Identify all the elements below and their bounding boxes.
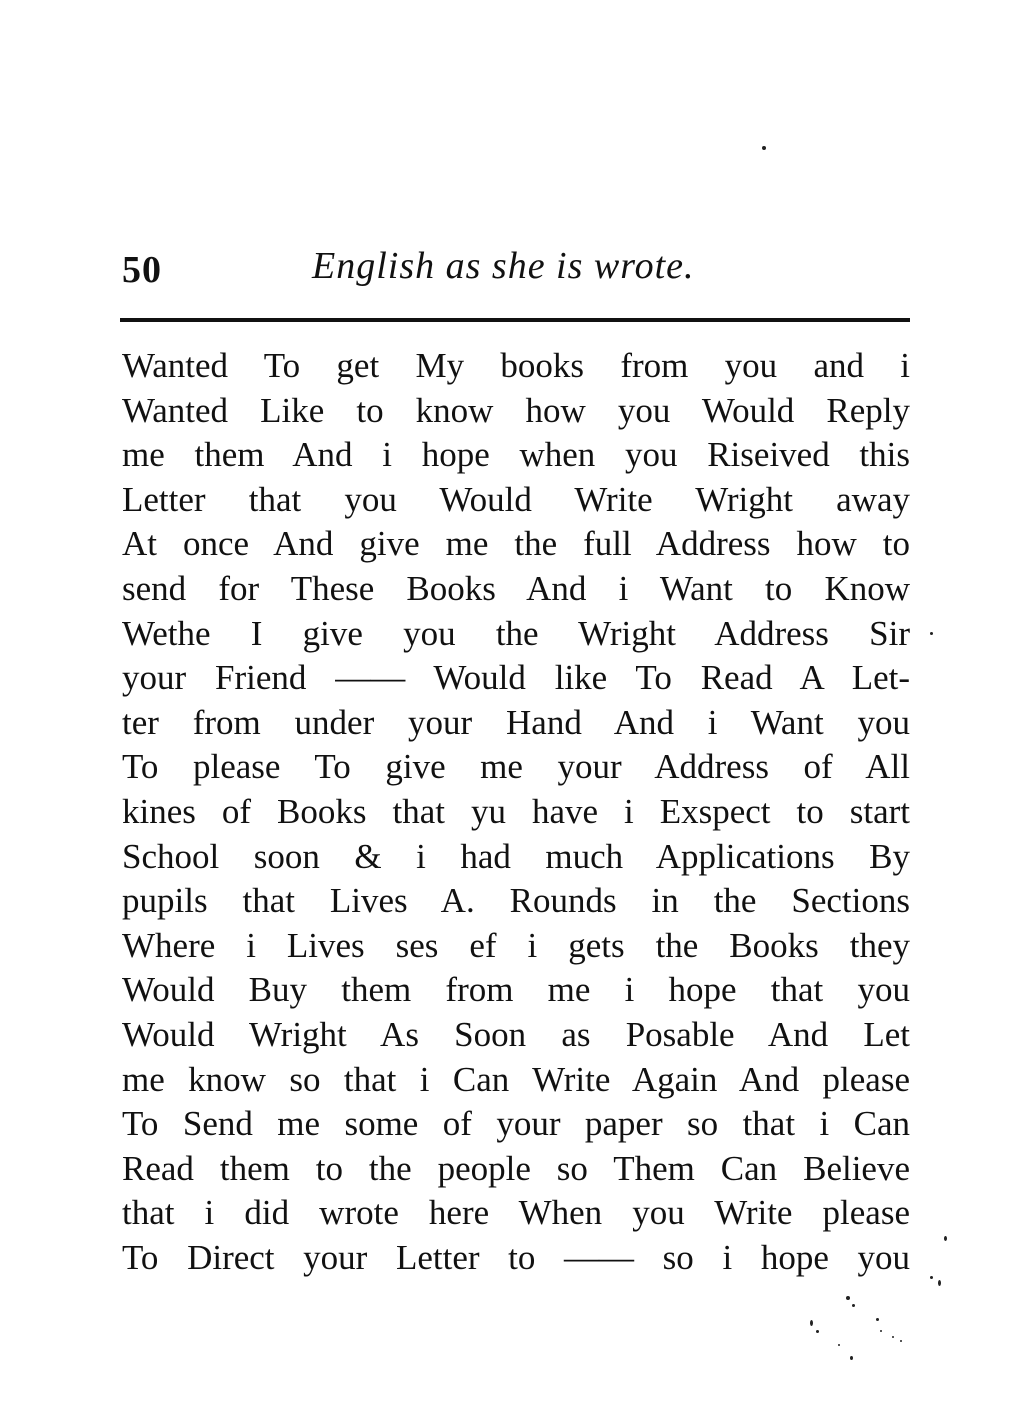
- text-line: me know so that i Can Write Again And please: [122, 1059, 910, 1099]
- text-line: School soon & i had much Applications By: [122, 836, 910, 876]
- text-line: Wanted To get My books from you and i: [122, 346, 910, 385]
- scan-speck: [930, 632, 933, 635]
- text-line: kines of Books that yu have i Exspect to start: [122, 791, 910, 831]
- scan-speck: [838, 1344, 840, 1346]
- scan-speck: [762, 146, 766, 150]
- text-line: Would Buy them from me i hope that you: [122, 970, 910, 1010]
- text-line: At once And give me the full Address how to: [122, 524, 910, 564]
- scan-speck: [938, 1280, 941, 1286]
- text-line: Wanted Like to know how you Would Reply: [122, 390, 910, 430]
- scan-speck: [892, 1336, 894, 1338]
- scan-speck: [852, 1304, 855, 1307]
- scan-speck: [816, 1330, 819, 1333]
- scan-speck: [900, 1340, 902, 1342]
- text-line: send for These Books And i Want to Know: [122, 568, 910, 608]
- text-line: your Friend —— Would like To Read A Let-: [122, 658, 910, 698]
- text-line: Letter that you Would Write Wright away: [122, 479, 910, 519]
- text-line: that i did wrote here When you Write please: [122, 1193, 910, 1233]
- scan-speck: [944, 1236, 947, 1241]
- text-line: Where i Lives ses ef i gets the Books they: [122, 925, 910, 965]
- letter-text: [122, 344, 910, 1280]
- scan-speck: [850, 1356, 853, 1360]
- text-line: To Direct your Letter to —— so i hope you: [122, 1237, 910, 1277]
- scan-speck: [810, 1320, 813, 1326]
- page-header: [122, 240, 908, 296]
- text-line: To Send me some of your paper so that i Can: [122, 1104, 910, 1144]
- scan-speck: [880, 1330, 882, 1332]
- running-title: English as she is wrote.: [312, 245, 695, 287]
- scan-speck: [930, 1276, 933, 1279]
- text-line: pupils that Lives A. Rounds in the Sections: [122, 881, 910, 921]
- text-line: ter from under your Hand And i Want you: [122, 702, 910, 742]
- text-line: Wethe I give you the Wright Address Sir: [122, 613, 910, 653]
- text-line: me them And i hope when you Riseived this: [122, 435, 910, 475]
- text-line: To please To give me your Address of All: [122, 747, 910, 787]
- scan-speck: [846, 1296, 850, 1300]
- header-rule: [120, 318, 910, 322]
- text-line: Would Wright As Soon as Posable And Let: [122, 1014, 910, 1054]
- text-line: Read them to the people so Them Can Believe: [122, 1148, 910, 1188]
- scan-speck: [876, 1318, 879, 1321]
- page-number: 50: [122, 249, 162, 291]
